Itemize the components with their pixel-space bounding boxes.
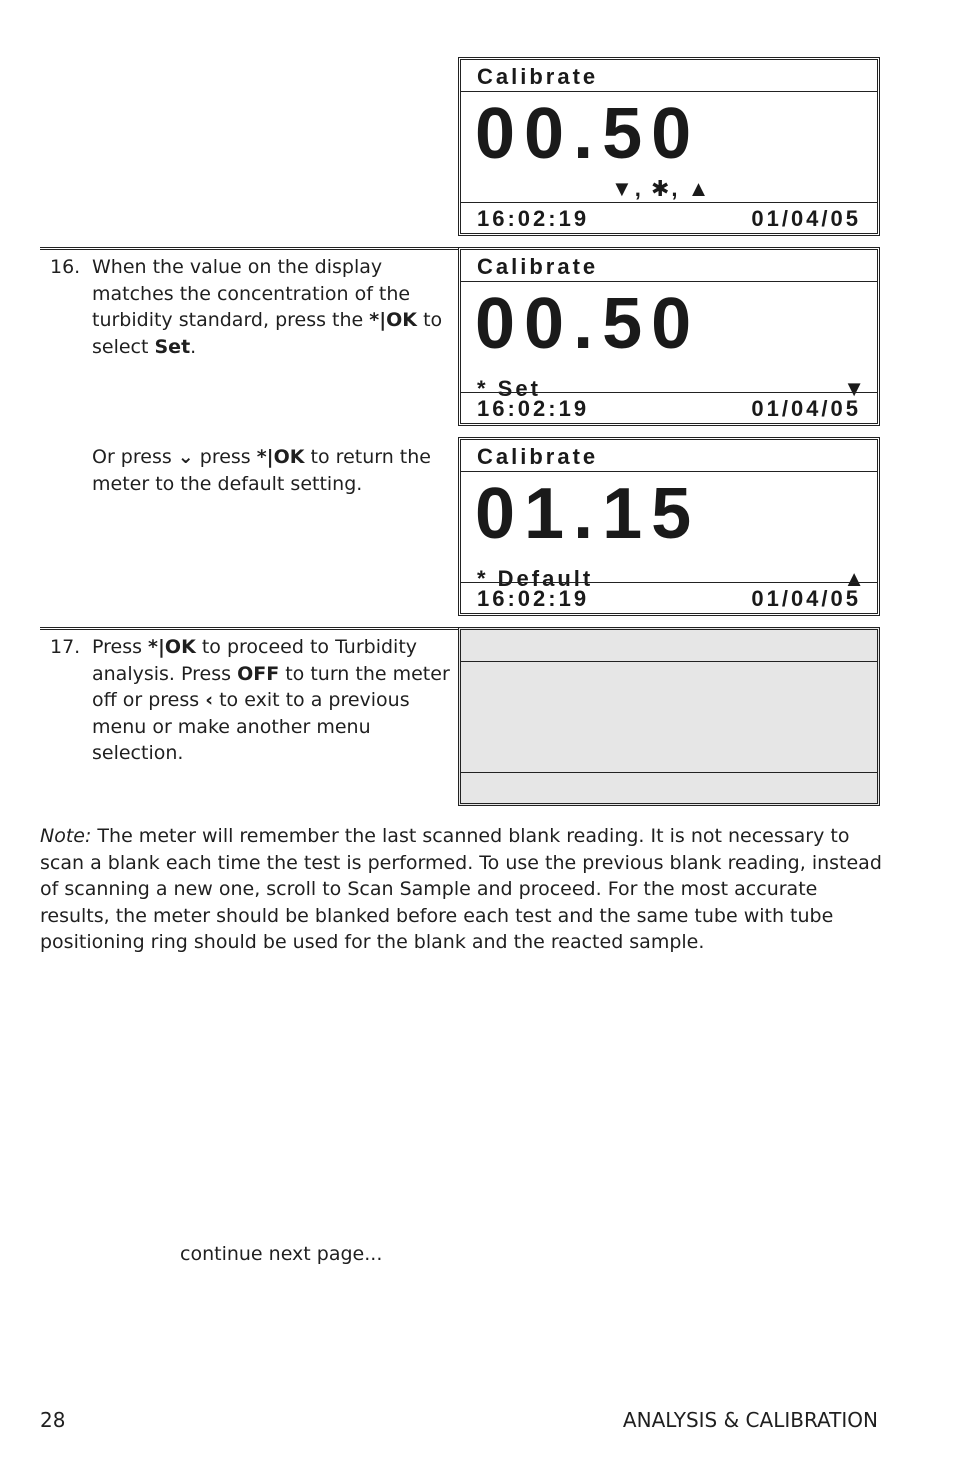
lcd-screen-calibrate-default — [458, 437, 880, 616]
step-17 — [40, 634, 455, 767]
screen-title: Calibrate — [461, 250, 877, 282]
step-16-alternate — [40, 444, 455, 497]
screen-time: 16:02:19 — [477, 586, 590, 611]
down-arrow-icon: ▼ — [843, 376, 865, 401]
screen-date: 01/04/05 — [751, 206, 861, 231]
note-label: Note: — [40, 825, 92, 847]
screen-footer — [461, 392, 877, 423]
step-text-part: Press — [92, 636, 149, 658]
left-key-icon: ‹ — [205, 689, 214, 711]
screen-option: * Set — [477, 376, 541, 401]
ok-key-label: *|OK — [369, 309, 418, 331]
step-text-part: to proceed to Turbidity analysis. Press — [92, 636, 418, 685]
step-text-part: to turn the meter off or press — [92, 662, 450, 711]
step-text-part: Or press — [92, 446, 178, 468]
lcd-screen-blank — [458, 627, 880, 806]
ok-key-label: *|OK — [148, 636, 196, 658]
up-arrow-icon: ▲ — [843, 566, 865, 591]
step-number: 16. — [50, 256, 81, 278]
screen-date: 01/04/05 — [751, 586, 861, 611]
navigation-arrows: ▼, ✱, ▲ — [611, 176, 712, 201]
screen-footer — [461, 582, 877, 613]
step-number: 17. — [50, 636, 81, 658]
screen-title: Calibrate — [461, 60, 877, 92]
set-word: Set — [154, 335, 191, 358]
note-paragraph — [40, 823, 890, 956]
screen-footer-blank — [461, 772, 877, 803]
down-key-icon: ⌄ — [177, 446, 194, 468]
step-text-part: to return the meter to the default setting. — [92, 446, 431, 495]
lcd-screen-calibrate-set — [458, 247, 880, 426]
section-title: ANALYSIS & CALIBRATION — [622, 1408, 878, 1432]
off-key-label: OFF — [237, 662, 280, 685]
step-text-part: . — [190, 335, 197, 358]
screen-title: Calibrate — [461, 440, 877, 472]
screen-title-blank — [461, 630, 877, 662]
step-text-part: to exit to a previous menu or make another menu selection. — [92, 689, 410, 764]
continue-text: continue next page... — [180, 1243, 383, 1265]
step-text-part: press — [193, 446, 257, 468]
screen-value: 00.50 — [475, 284, 701, 364]
section-divider — [40, 627, 458, 630]
step-text — [92, 444, 455, 497]
step-text — [92, 254, 455, 360]
screen-value: 00.50 — [475, 94, 701, 174]
lcd-screen-calibrate-1 — [458, 57, 880, 236]
step-16 — [40, 254, 455, 360]
section-divider — [40, 247, 458, 250]
step-text-part: When the value on the display matches the concentration of the turbidity standard, press the — [92, 256, 411, 331]
screen-option: * Default — [477, 566, 594, 591]
screen-time: 16:02:19 — [477, 206, 590, 231]
step-text — [92, 634, 455, 767]
screen-date: 01/04/05 — [751, 396, 861, 421]
note-text: The meter will remember the last scanned blank reading. It is not necessary to scan a blank each time the test is performed. To use the previous blank reading, instead of scanning a new one, scroll to Scan Sample and proceed. For the most accurate results, the meter should be blanked before each test and the same tube with tube positioning ring should be used for the blank and the reacted sample. — [40, 825, 882, 953]
screen-value: 01.15 — [475, 474, 701, 554]
step-text-part: to select — [92, 309, 443, 358]
screen-time: 16:02:19 — [477, 396, 590, 421]
screen-footer — [461, 202, 877, 233]
page-number: 28 — [40, 1408, 66, 1432]
ok-key-label: *|OK — [256, 446, 305, 468]
